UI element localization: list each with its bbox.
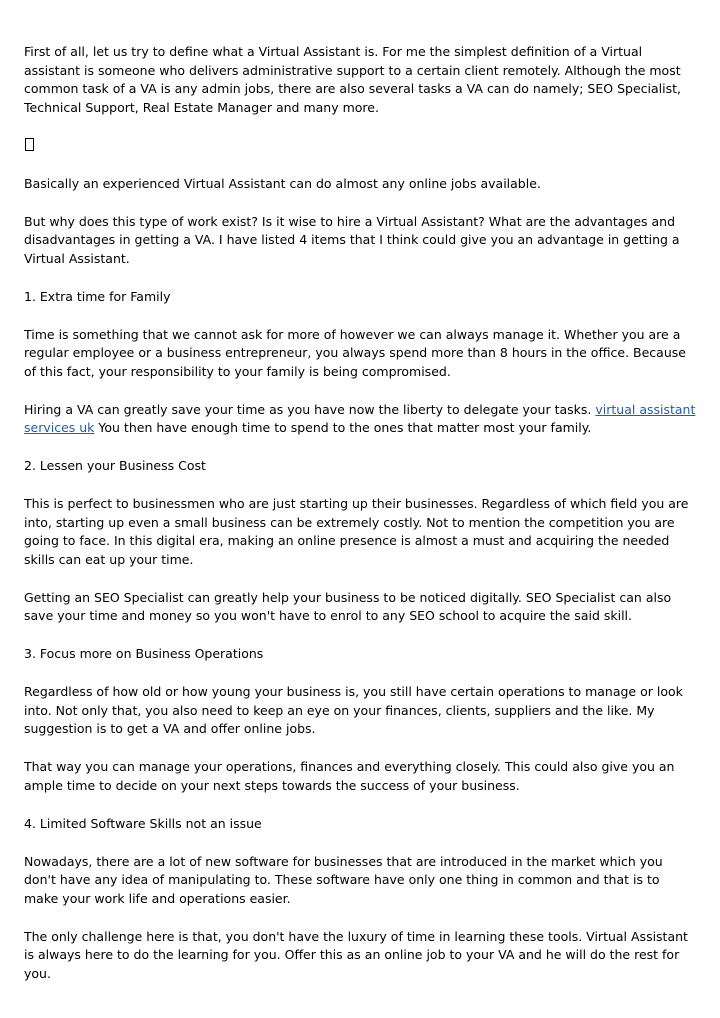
paragraph-operations: Regardless of how old or how young your business is, you still have certain operations to manage or look into. Not only that, you also need to keep an eye on your finances, clients, suppliers and the like. My suggestion is to get a VA and offer online jobs. xyxy=(24,684,683,736)
paragraph-businessmen: This is perfect to businessmen who are just starting up their businesses. Regardless of which field you are into, starting up even a small business can be extremely costly. Not to mention the competition you are going to face. In this digital era, making an online presence is almost a must and acquiring the needed skills can eat up your time. xyxy=(24,496,689,567)
paragraph-manage-operations: That way you can manage your operations, finances and everything closely. This could also give you an ample time to decide on your next steps towards the success of your business. xyxy=(24,759,675,793)
hiring-text-before: Hiring a VA can greatly save your time as you have now the liberty to delegate your tasks. xyxy=(24,401,596,417)
heading-business-operations: 3. Focus more on Business Operations xyxy=(24,646,264,661)
heading-business-cost: 2. Lessen your Business Cost xyxy=(24,458,206,473)
missing-glyph-line xyxy=(24,137,696,156)
paragraph-new-software: Nowadays, there are a lot of new software for businesses that are introduced in the market which you don't have any idea of manipulating to. These software have only one thing in common and that is to make your work life and operations easier. xyxy=(24,853,663,906)
hiring-text-after: You then have enough time to spend to the ones that matter most your family. xyxy=(94,420,592,435)
paragraph-time: Time is something that we cannot ask for more of however we can always manage it. Whether you are a regular employee or a business entrepreneur, you always spend more than 8 hours in the office. Because of this fact, your responsibility to your family is being compromised. xyxy=(24,326,686,379)
paragraph-experienced-va: Basically an experienced Virtual Assistant can do almost any online jobs available. xyxy=(24,175,541,191)
article-body xyxy=(24,43,696,1003)
heading-software-skills: 4. Limited Software Skills not an issue xyxy=(24,815,262,831)
missing-glyph-icon xyxy=(25,138,34,151)
virtual-assistant-services-link[interactable]: virtual assistant services uk xyxy=(24,401,696,435)
paragraph-challenge: The only challenge here is that, you don't have the luxury of time in learning these tools. Virtual Assistant is always here to do the learning for you. Offer this as an online job to your VA and he will do the rest for you. xyxy=(24,928,688,981)
paragraph-va-definition: First of all, let us try to define what a Virtual Assistant is. For me the simplest definition of a Virtual assistant is someone who delivers administrative support to a certain client remotely. Although the most common task of a VA is any admin jobs, there are also several tasks a VA can do namely; SEO Specialist, Technical Support, Real Estate Manager and many more. xyxy=(24,44,681,115)
paragraph-why-hire: But why does this type of work exist? Is it wise to hire a Virtual Assistant? What are the advantages and disadvantages in getting a VA. I have listed 4 items that I think could give you an advantage in getting a Virtual Assistant. xyxy=(24,213,680,266)
heading-extra-time: 1. Extra time for Family xyxy=(24,288,171,304)
paragraph-seo-specialist: Getting an SEO Specialist can greatly help your business to be noticed digitally. SEO Specialist can also save your time and money so you won't have to enrol to any SEO school to acquire the said skill. xyxy=(24,589,672,623)
paragraph-hiring-va xyxy=(24,401,696,438)
